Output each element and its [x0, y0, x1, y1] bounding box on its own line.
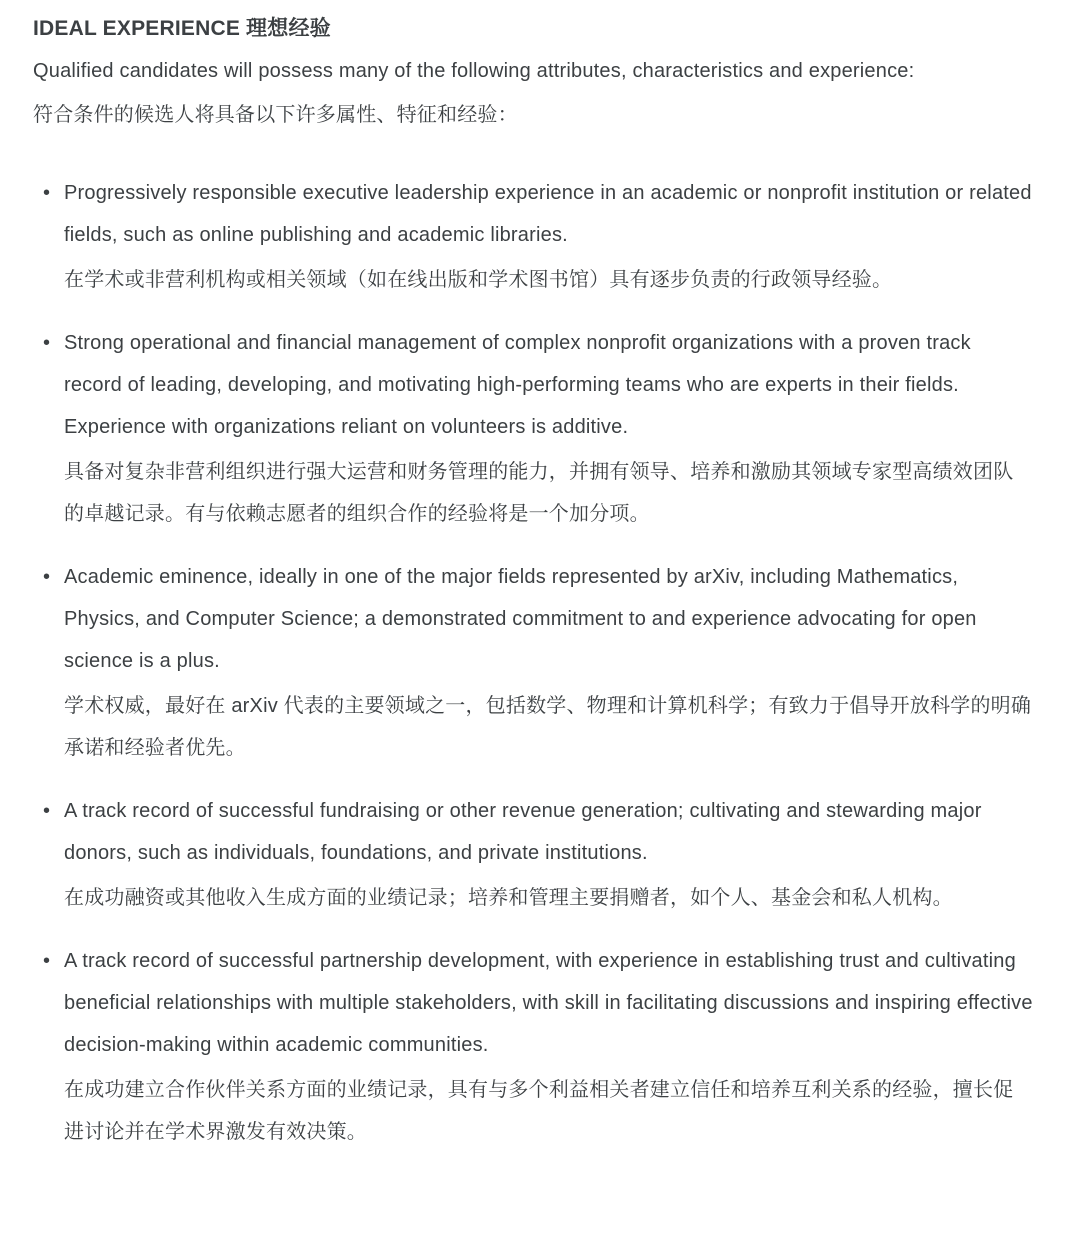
bullet-text-en: Academic eminence, ideally in one of the major fields represented by arXiv, including Mathematics, Physics, and Computer Science; a demonstrated commitment to and experience advocating for open science is a plus.: [64, 566, 977, 672]
list-item: [33, 940, 1033, 1153]
list-item: [33, 556, 1033, 769]
list-item: [33, 790, 1033, 919]
bullet-icon: •: [43, 332, 51, 354]
intro-paragraph-zh: 符合条件的候选人将具备以下许多属性、特征和经验：: [33, 104, 518, 126]
bullet-text-zh: 在成功融资或其他收入生成方面的业绩记录；培养和管理主要捐赠者，如个人、基金会和私人机构。: [64, 887, 953, 909]
bullet-text-en: A track record of successful fundraising or other revenue generation; cultivating and stewarding major donors, such as individuals, foundations, and private institutions.: [64, 800, 982, 864]
bullet-icon: •: [43, 800, 51, 822]
bullet-text-zh: 具备对复杂非营利组织进行强大运营和财务管理的能力，并拥有领导、培养和激励其领域专家型高绩效团队的卓越记录。有与依赖志愿者的组织合作的经验将是一个加分项。: [64, 461, 1014, 525]
qualification-list: [33, 172, 1033, 1153]
bullet-text-en: Strong operational and financial management of complex nonprofit organizations with a proven track record of leading, developing, and motivating high-performing teams who are experts in their fields. Experience with organizations reliant on volunteers is additive.: [64, 332, 971, 438]
bullet-icon: •: [43, 566, 51, 588]
list-item: [33, 172, 1033, 301]
bullet-text-zh: 在学术或非营利机构或相关领域（如在线出版和学术图书馆）具有逐步负责的行政领导经验。: [64, 269, 893, 291]
bullet-text-zh: 在成功建立合作伙伴关系方面的业绩记录，具有与多个利益相关者建立信任和培养互利关系的经验，擅长促进讨论并在学术界激发有效决策。: [64, 1079, 1014, 1143]
bullet-text-en: Progressively responsible executive leadership experience in an academic or nonprofit institution or related fields, such as online publishing and academic libraries.: [64, 182, 1032, 246]
section-heading: IDEAL EXPERIENCE 理想经验: [33, 17, 331, 40]
bullet-text-en: A track record of successful partnership development, with experience in establishing trust and cultivating beneficial relationships with multiple stakeholders, with skill in facilitating discussions and inspiring effective decision-making within academic communities.: [64, 950, 1033, 1056]
list-item: [33, 322, 1033, 535]
bullet-text-zh: 学术权威，最好在 arXiv 代表的主要领域之一，包括数学、物理和计算机科学；有致力于倡导开放科学的明确承诺和经验者优先。: [64, 695, 1032, 759]
bullet-icon: •: [43, 182, 51, 204]
bullet-icon: •: [43, 950, 51, 972]
intro-paragraph-en: Qualified candidates will possess many of the following attributes, characteristics and experience:: [33, 60, 915, 82]
